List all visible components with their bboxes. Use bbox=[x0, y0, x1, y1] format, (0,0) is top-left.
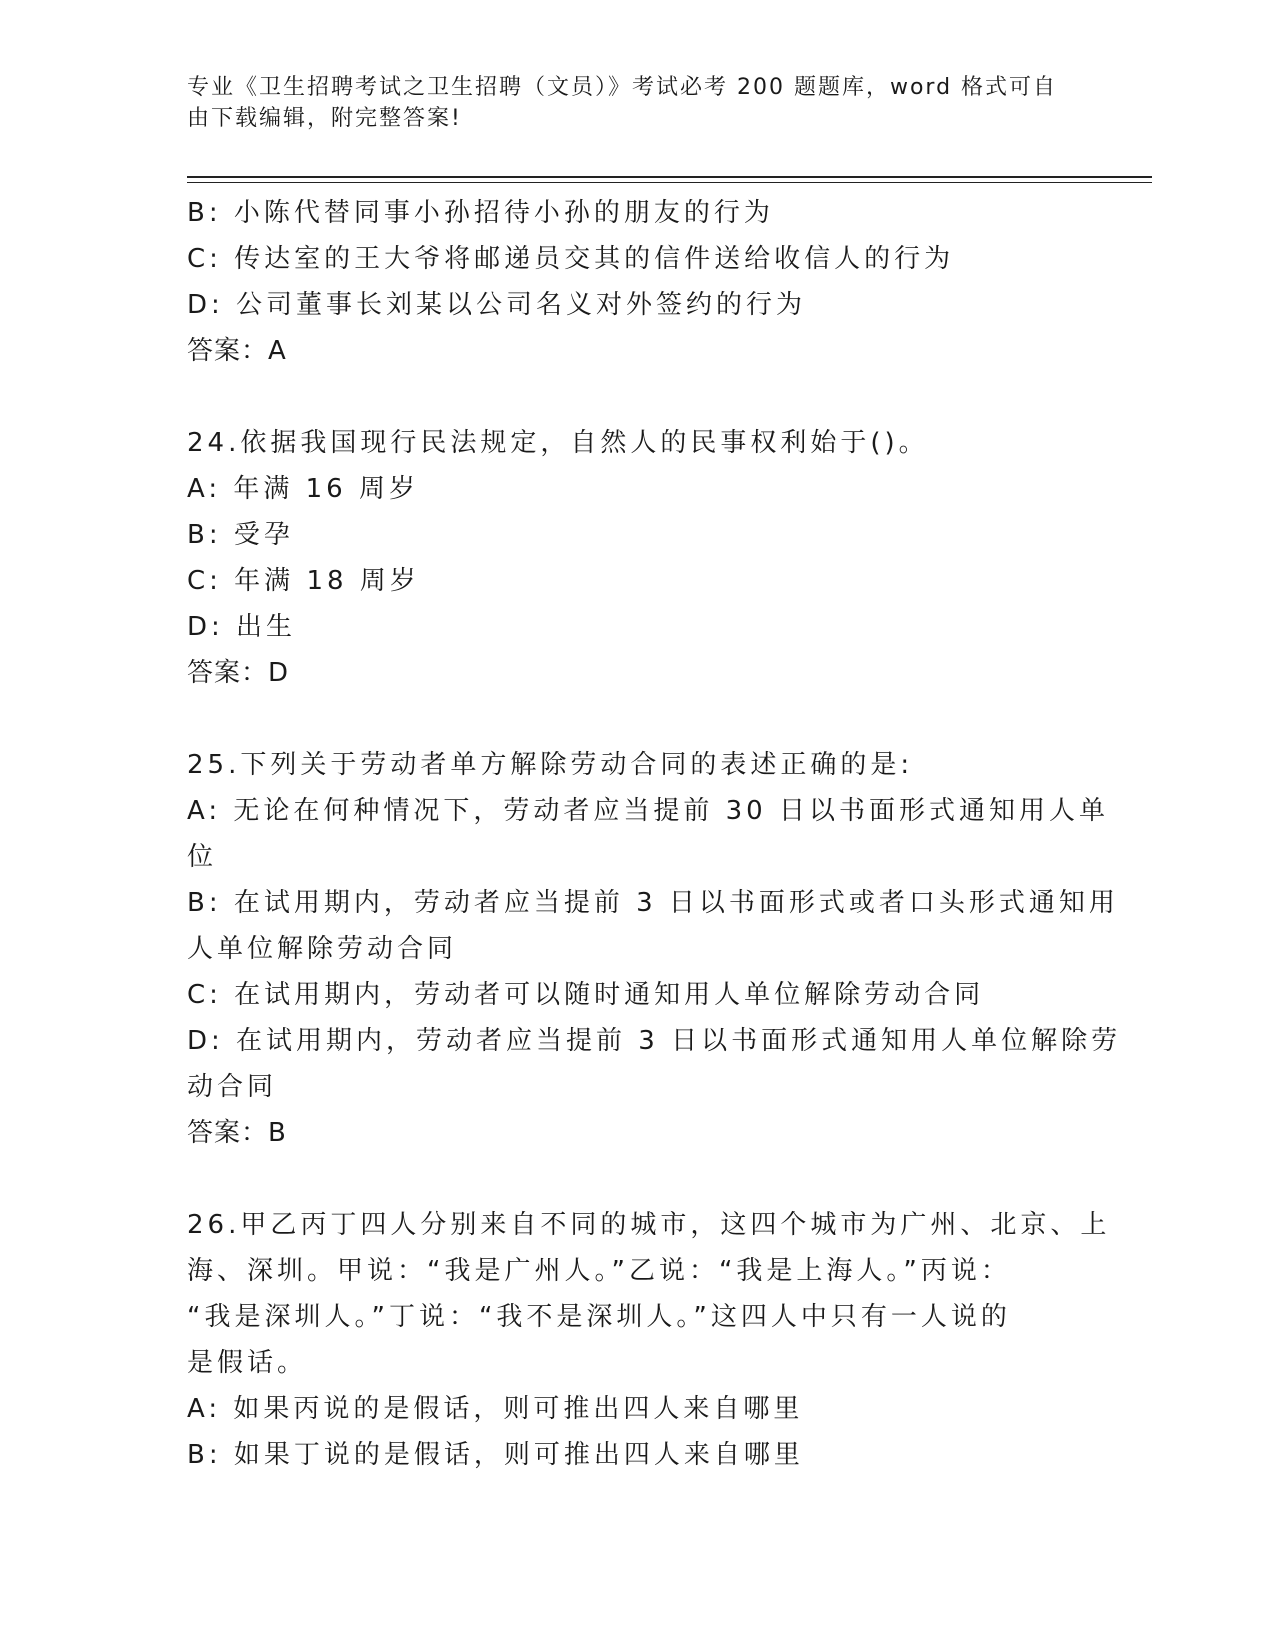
q26-stem-line-2: 海、深圳。甲说：“我是广州人。”乙说：“我是上海人。”丙说： bbox=[187, 1256, 1011, 1286]
q25-option-a-line-1: A: 无论在何种情况下，劳动者应当提前 30 日以书面形式通知用人单 bbox=[187, 796, 1109, 826]
spacer bbox=[187, 374, 1087, 420]
q25-option-b-line-2: 人单位解除劳动合同 bbox=[187, 934, 458, 964]
header-divider-thick bbox=[187, 176, 1152, 178]
header-divider-thin bbox=[187, 182, 1152, 183]
q25-stem: 25.下列关于劳动者单方解除劳动合同的表述正确的是: bbox=[187, 750, 914, 780]
q24-option-d: D: 出生 bbox=[187, 612, 297, 642]
q24-answer: 答案：D bbox=[187, 658, 290, 688]
header-line-1: 专业《卫生招聘考试之卫生招聘（文员）》考试必考 200 题题库，word 格式可自 bbox=[187, 75, 1058, 100]
q25-option-d-line-2: 动合同 bbox=[187, 1072, 278, 1102]
spacer bbox=[187, 1156, 1087, 1202]
q23-option-d: D: 公司董事长刘某以公司名义对外签约的行为 bbox=[187, 290, 807, 320]
q26-stem-line-4: 是假话。 bbox=[187, 1348, 308, 1378]
q24-stem: 24.依据我国现行民法规定，自然人的民事权利始于()。 bbox=[187, 428, 929, 458]
q24-option-a: A: 年满 16 周岁 bbox=[187, 474, 419, 504]
question-content bbox=[187, 190, 1122, 1478]
header-line-2: 由下载编辑，附完整答案! bbox=[187, 106, 462, 131]
q25-option-c: C: 在试用期内，劳动者可以随时通知用人单位解除劳动合同 bbox=[187, 980, 985, 1010]
q24-option-b: B: 受孕 bbox=[187, 520, 294, 550]
page-header bbox=[187, 72, 1087, 134]
q24-option-c: C: 年满 18 周岁 bbox=[187, 566, 420, 596]
q26-stem-line-1: 26.甲乙丙丁四人分别来自不同的城市，这四个城市为广州、北京、上 bbox=[187, 1210, 1111, 1240]
q26-stem-line-3: “我是深圳人。”丁说：“我不是深圳人。”这四人中只有一人说的 bbox=[187, 1302, 1011, 1332]
q25-option-d-line-1: D: 在试用期内，劳动者应当提前 3 日以书面形式通知用人单位解除劳 bbox=[187, 1026, 1122, 1056]
q23-answer: 答案：A bbox=[187, 336, 287, 366]
q23-option-c: C: 传达室的王大爷将邮递员交其的信件送给收信人的行为 bbox=[187, 244, 955, 274]
q26-option-a: A: 如果丙说的是假话，则可推出四人来自哪里 bbox=[187, 1394, 804, 1424]
q25-option-b-line-1: B: 在试用期内，劳动者应当提前 3 日以书面形式或者口头形式通知用 bbox=[187, 888, 1119, 918]
q25-answer: 答案：B bbox=[187, 1118, 287, 1148]
q26-option-b: B: 如果丁说的是假话，则可推出四人来自哪里 bbox=[187, 1440, 804, 1470]
spacer bbox=[187, 696, 1087, 742]
q25-option-a-line-2: 位 bbox=[187, 842, 218, 872]
q23-option-b: B: 小陈代替同事小孙招待小孙的朋友的行为 bbox=[187, 198, 774, 228]
